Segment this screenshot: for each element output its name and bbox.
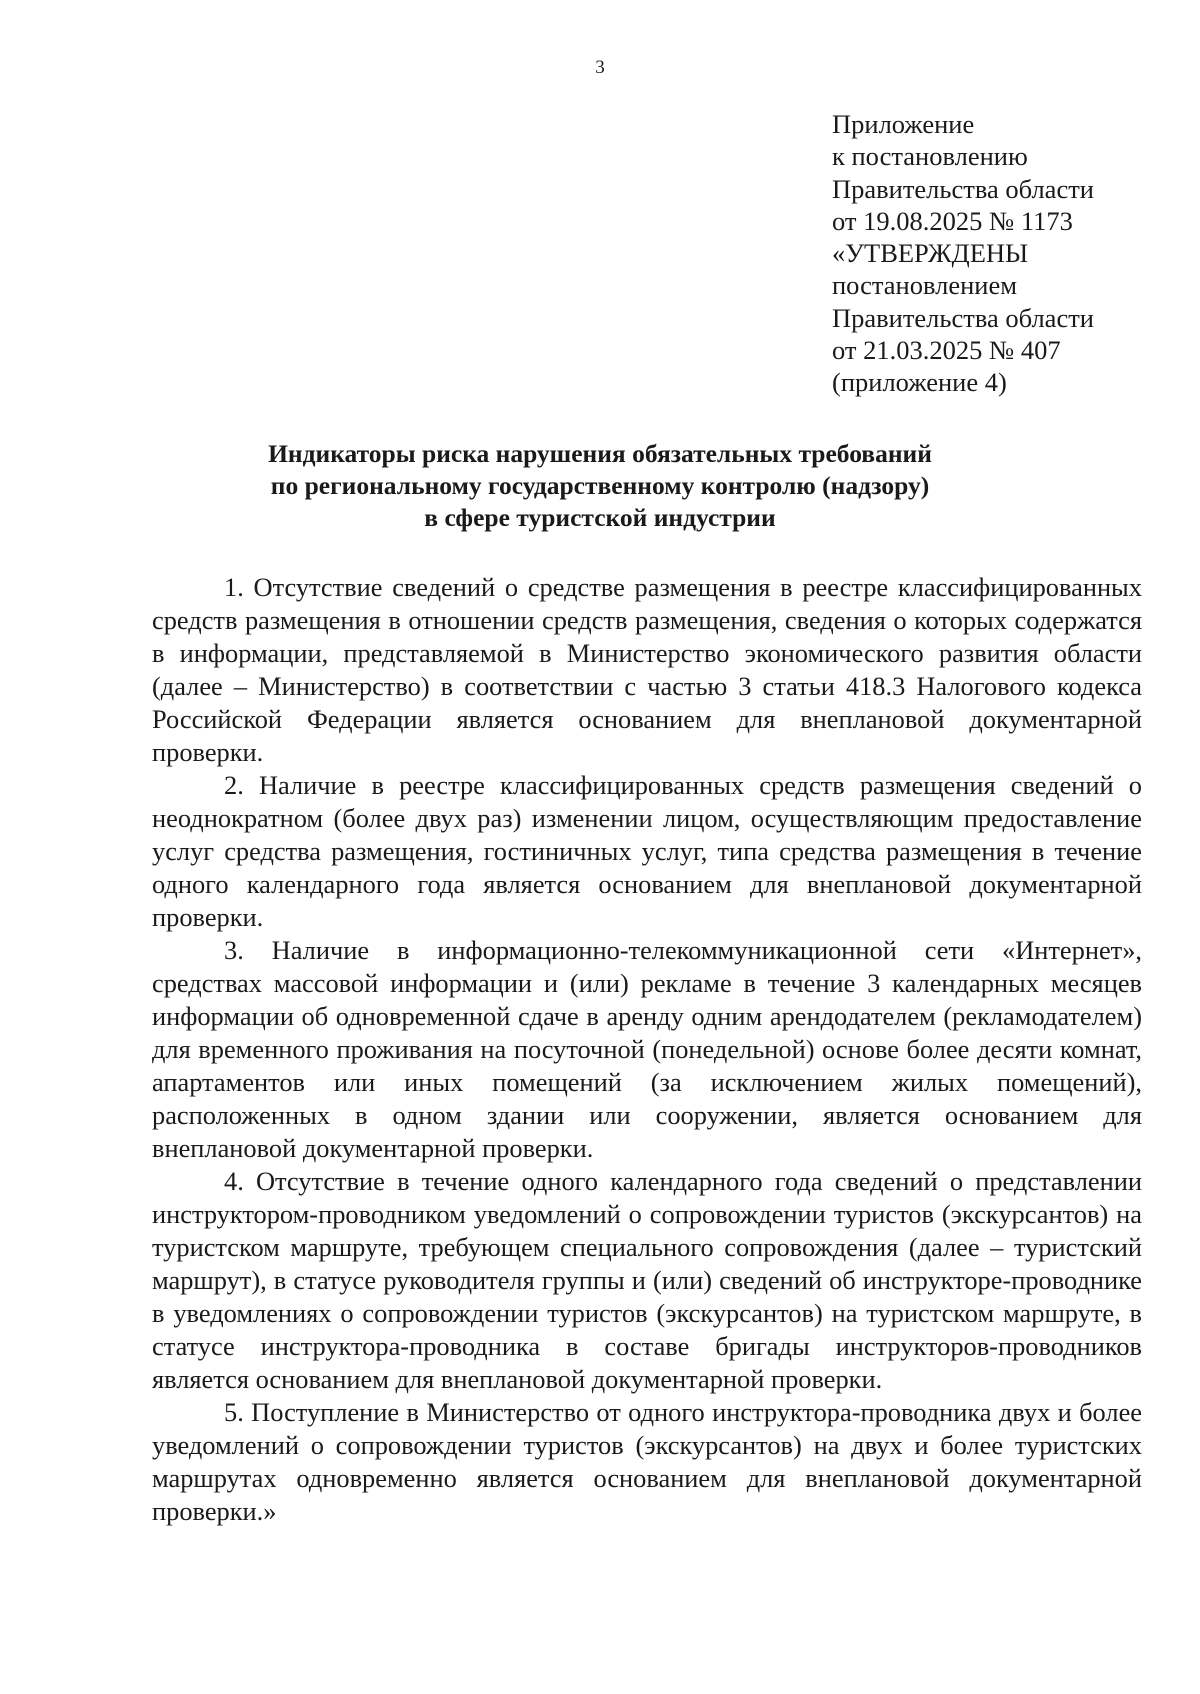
paragraph-4: 4. Отсутствие в течение одного календарного года сведений о представлении инструктором-проводником уведомлений о сопровождении туристов (экскурсантов) на туристском маршруте, требующем специального сопровождения (далее – туристский маршрут), в статусе руководителя группы и (или) сведений об инструкторе-проводнике в уведомлениях о сопровождении туристов (экскурсантов) на туристском маршруте, в статусе инструктора-проводника в составе бригады инструкторов-проводников является основанием для внеплановой документарной проверки. [152,1166,1142,1394]
appendix-line: постановлением [832,270,1017,301]
appendix-line: Правительства области [832,173,1094,204]
title-line: в сфере туристской индустрии [424,503,776,532]
appendix-line: к постановлению [832,141,1028,172]
title-line: по региональному государственному контролю (надзору) [270,471,930,500]
appendix-line: Правительства области [832,302,1094,333]
page-number: 3 [595,57,605,78]
paragraph-5: 5. Поступление в Министерство от одного инструктора-проводника двух и более уведомлений о сопровождении туристов (экскурсантов) на двух и более туристских маршрутах одновременно является основанием для внеплановой документарной проверки.» [152,1397,1142,1526]
appendix-line: от 21.03.2025 № 407 [832,335,1061,366]
appendix-line: «УТВЕРЖДЕНЫ [832,238,1029,269]
document-title [150,438,1050,534]
document-body [152,571,1142,1528]
appendix-line: от 19.08.2025 № 1173 [832,205,1073,236]
paragraph-3: 3. Наличие в информационно-телекоммуникационной сети «Интернет», средствах массовой информации и (или) рекламе в течение 3 календарных месяцев информации об одновременной сдаче в аренду одним арендодателем (рекламодателем) для временного проживания на посуточной (понедельной) основе более десяти комнат, апартаментов или иных помещений (за исключением жилых помещений), расположенных в одном здании или сооружении, является основанием для внеплановой документарной проверки. [152,935,1142,1163]
title-line: Индикаторы риска нарушения обязательных требований [268,439,932,468]
paragraph-1: 1. Отсутствие сведений о средстве размещения в реестре классифицированных средств размещения в отношении средств размещения, сведения о которых содержатся в информации, представляемой в Министерство экономического развития области (далее – Министерство) в соответствии с частью 3 статьи 418.3 Налогового кодекса Российской Федерации является основанием для внеплановой документарной проверки. [152,572,1142,767]
appendix-line: Приложение [832,109,975,139]
appendix-block [832,108,1172,399]
appendix-line: (приложение 4) [832,367,1007,398]
paragraph-2: 2. Наличие в реестре классифицированных средств размещения сведений о неоднократном (более двух раз) изменении лицом, осуществляющим предоставление услуг средства размещения, гостиничных услуг, типа средства размещения в течение одного календарного года является основанием для внеплановой документарной проверки. [152,770,1142,932]
